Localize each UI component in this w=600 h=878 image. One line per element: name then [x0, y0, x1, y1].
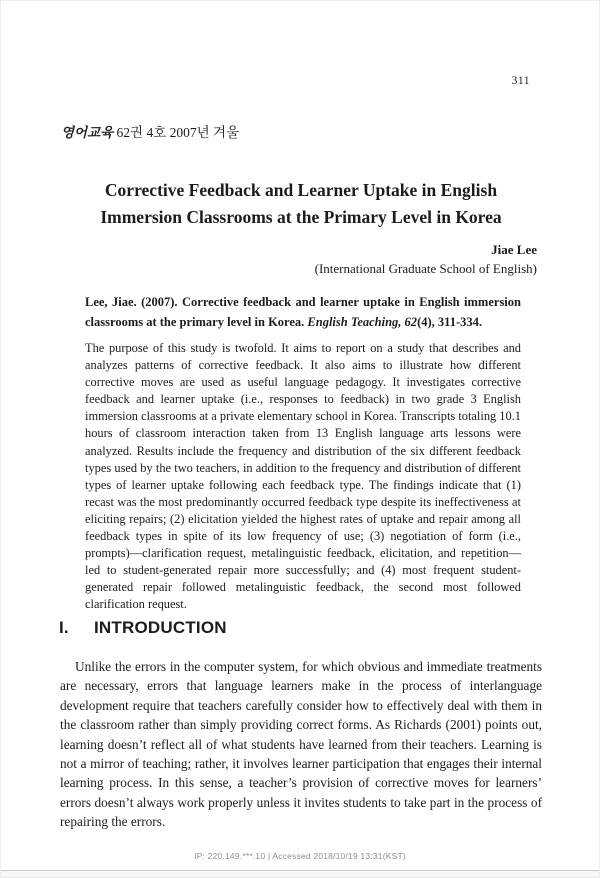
citation-journal-italic: English Teaching, 62	[307, 314, 418, 329]
abstract-text: The purpose of this study is twofold. It aims to report on a study that describes and analyzes patterns of corrective feedback. It also aims to illustrate how different corrective moves are used as useful language pedagogy. It investigates corrective feedback and learner uptake (i.e., responses to feedback) in two grade 3 English immersion classrooms at a private elementary school in Korea. Transcripts totaling 10.1 hours of classroom interaction taken from 13 English language arts lessons were analyzed. Results include the frequency and distribution of the six different feedback types used by the two teachers, in addition to the frequency and distribution of different types of learner uptake following each feedback type. The findings indicate that (1) recast was the most predominantly occurred feedback type despite its ineffectiveness at eliciting repairs; (2) elicitation yielded the highest rates of uptake and repair among all feedback types in spite of its low frequency of use; (3) negotiation of form (i.e., prompts)—clarification request, metalinguistic feedback, elicitation, and repetition—led to student-generated repair more successfully; and (4) most frequent student-generated repair followed metalinguistic feedback, the second most followed clarification request.	[85, 341, 521, 612]
paper-title	[61, 177, 541, 231]
citation-text-end: (4), 311-334.	[417, 314, 482, 329]
section-number: I.	[59, 618, 69, 637]
citation-reference	[85, 293, 521, 332]
page-bottom-edge	[1, 870, 599, 877]
paper-title-line-1: Corrective Feedback and Learner Uptake in English	[104, 180, 498, 200]
paper-title-line-2: Immersion Classrooms at the Primary Level in Korea	[100, 207, 502, 227]
journal-header	[61, 121, 239, 141]
author-block	[315, 240, 537, 278]
section-title: INTRODUCTION	[94, 618, 227, 637]
journal-name: 영어교육	[61, 125, 114, 140]
author-affiliation: (International Graduate School of English)	[314, 261, 537, 276]
citation-text-start: Lee, Jiae. (2007). Corrective feedback and learner uptake in English immersion classrooms at the primary level in Korea.	[85, 295, 521, 329]
journal-issue-info: 62권 4호 2007년 겨울	[113, 125, 240, 140]
access-info-footer: IP: 220.149.***.10 | Accessed 2018/10/19 13:31(KST)	[194, 851, 406, 861]
author-name: Jiae Lee	[491, 242, 537, 257]
introduction-paragraph: Unlike the errors in the computer system, for which obvious and immediate treatments are necessary, errors that language learners make in the process of interlanguage development require that teachers carefully consider how to effectively deal with them in the classroom rather than simply providing correct forms. As Richards (2001) points out, learning doesn’t reflect all of what students have learned from their teachers. Learning is not a mirror of teaching; rather, it involves learner participation that engages their internal learning process. In this sense, a teacher’s provision of corrective moves for learners’ errors doesn’t always work properly unless it invites students to take part in the process of repairing the errors.	[60, 659, 542, 830]
section-heading-introduction	[59, 618, 227, 638]
page-number: 311	[511, 75, 530, 87]
